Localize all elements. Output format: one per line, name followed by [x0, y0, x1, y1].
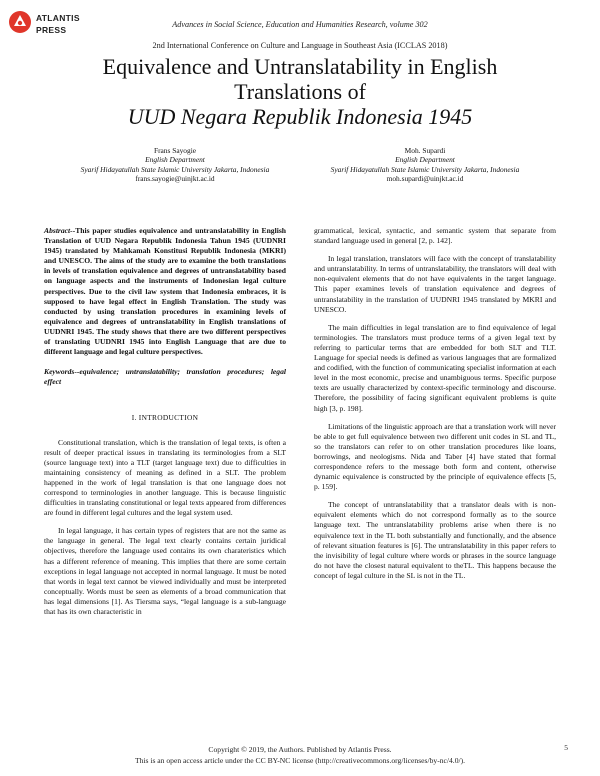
title-line-1: Equivalence and Untranslatability in English [102, 54, 498, 79]
paragraph: In legal translation, translators will face with the concept of translatability and untranslatability. In terms of untranslatability, the translators will deal with non-equivalent elements that do not have equivalents in the target language. This paper examines levels of translation equivalence and degrees of untranslatability in the translation of UUDNRI 1945 translated by MKRI and UNESCO. [314, 254, 556, 314]
footer [0, 745, 600, 766]
left-column [44, 226, 286, 625]
paragraph: Constitutional translation, which is the translation of legal texts, is often a result of deeper practical issues in translating its terminologies from a SLT (source language text) into a TLT (target language text) due to difficulties in maintaining consistency of meaning as defined in a SLT. The problem happened in the work of legal translation is that one language does not correspond to terminologies in another language. This is because linguistic difficulties in translating constitutional or legal texts appeared from differences are found in different legal cultures and the legal system used. [44, 437, 286, 518]
series-header: Advances in Social Science, Education and Humanities Research, volume 302 [172, 20, 428, 29]
author-block-1 [50, 146, 300, 184]
abstract-lead: Abstract-- [44, 226, 76, 235]
paragraph: grammatical, lexical, syntactic, and semantic system that separate from standard language used in general [2, p. 142]. [314, 226, 556, 246]
author-dept: English Department [395, 155, 455, 165]
paragraph: Limitations of the linguistic approach are that a translation work will never be able to get full equivalence between two different unit codes in SL and TL, so the translators can refer to on other translation procedures like loans, borrowings, and neologisms. Nida and Taber [4] have stated that formal correspondence refers to the message both form and content, otherwise dynamic equivalence is constructed by the principle of equivalence effects [5, p. 159]. [314, 421, 556, 492]
page-number: 5 [564, 743, 568, 752]
footer-copyright: Copyright © 2019, the Authors. Published by Atlantis Press. [208, 745, 392, 754]
author-block-2 [300, 146, 550, 184]
author-email: frans.sayogie@uinjkt.ac.id [135, 174, 215, 184]
author-dept: English Department [145, 155, 205, 165]
paragraph: The concept of untranslatability that a translator deals with is non-equivalent elements which do not correspond formally as to the source language text. The untranslatability problems arise when there is no equivalence text in the TL both substantially and functionally, and the absence of relevant situation features is [6]. The untranslatability in this paper refers to the invisibility of legal culture where words or phrases in the source language do not have the closest natural equivalent to theTL. This happens because the concept of legal culture in the SL is not in the TL. [314, 500, 556, 580]
section-heading: I. INTRODUCTION [131, 413, 199, 423]
keywords: Keywords--equivalence; untranslatability; translation procedures; legal effect [44, 367, 286, 387]
logo-line-2: PRESS [36, 25, 67, 35]
author-name: Moh. Supardi [404, 146, 446, 155]
title-line-2: Translations of [234, 79, 366, 104]
author-email: moh.supardi@uinjkt.ac.id [386, 174, 464, 184]
paper-title [40, 54, 560, 129]
right-column [314, 226, 556, 589]
logo-line-1: ATLANTIS [36, 13, 80, 23]
author-affiliation: Syarif Hidayatullah State Islamic University Jakarta, Indonesia [330, 164, 520, 174]
abstract [44, 226, 286, 357]
author-affiliation: Syarif Hidayatullah State Islamic University Jakarta, Indonesia [80, 164, 270, 174]
paragraph: In legal language, it has certain types of registers that are not the same as the language in general. The legal text clearly contains certain juridical objectives, therefore the language used contains its own charateristics which has a different reference of meaning. This implies that there are some certain exceptions in legal language not accepted in normal language. It must be noted that words in legal text cannot be viewed individually and must be interpreted conceptually. Words must be seen as elements of a broad communication that has legal dimensions [1]. As Tiersma says, “legal language is a sub-language that has its own characteristic in [44, 526, 286, 616]
paragraph: The main difficulties in legal translation are to find equivalence of legal terminologies. The translators must produce terms of a given legal text by referring to particular terms that are embedded for both SLT and TLT. Language for special needs is defined as various languages that are formalized and codified, with the function of communicating specialist information at each level in the most economic, precise and unambiguous terms. Specific purpose texts are usually characterized by context-specific terminology and discourse. Therefore, the possibility of facing significant equivalent problems is quite high [3, p. 198]. [314, 322, 556, 413]
conference-header: 2nd International Conference on Culture and Language in Southeast Asia (ICCLAS 2018) [152, 41, 448, 50]
title-line-3: UUD Negara Republik Indonesia 1945 [127, 104, 473, 129]
abstract-text: This paper studies equivalence and untranslatability in English Translation of UUD Negara Republik Indonesia Tahun 1945 (UUDNRI 1945) translated by Mahkamah Konstitusi Republik Indonesia (MKRI) and UNESCO. The aims of the study are to examine the both translations in levels of translation equivalence and degrees of untranslatability based on language aspects and the instruments of Indonesian legal culture perspectives. Due to the civil law system that Indonesia embraces, it is supposed to have legal effect in English Translation. The study was conducted by using translation procedures in examining levels of equivalence and degrees of untranslatability in English translations of UUDNRI 1945. The study shows that there are two different perspectives of translating UUDNRI 1945 into English Language that are due to different language and legal culture perspectives. [44, 226, 286, 357]
author-name: Frans Sayogie [153, 146, 197, 155]
footer-license: This is an open access article under the CC BY-NC license (http://creativecommons.org/licenses/by-nc/4.0/). [134, 755, 466, 765]
